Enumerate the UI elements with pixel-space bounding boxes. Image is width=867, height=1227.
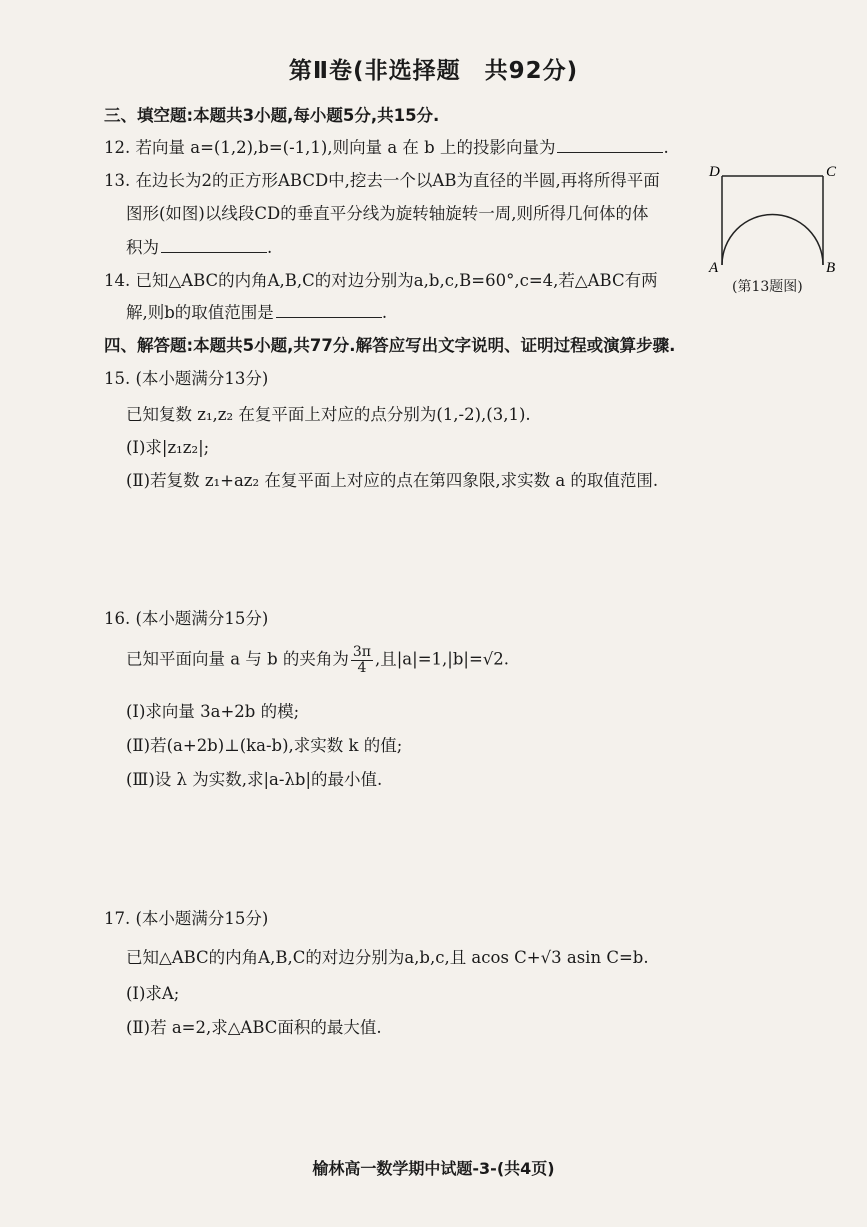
page-footer: 榆林高一数学期中试题-3-(共4页) [312,1159,555,1178]
fraction-numerator: 3π [352,644,371,660]
question-17-head: 17. (本小题满分15分) [104,909,269,928]
question-16-part1: (Ⅰ)求向量 3a+2b 的模; [126,702,300,721]
solution-header: 四、解答题:本题共5小题,共77分.解答应写出文字说明、证明过程或演算步骤. [104,336,676,355]
question-15-part1: (Ⅰ)求|z₁z₂|; [126,438,210,457]
question-16-stem-a: 已知平面向量 a 与 b 的夹角为 [126,649,349,669]
question-17-stem: 已知△ABC的内角A,B,C的对边分别为a,b,c,且 acos C+√3 asin C=b. [126,948,649,967]
question-15-stem: 已知复数 z₁,z₂ 在复平面上对应的点分别为(1,-2),(3,1). [126,405,531,424]
fill-in-header: 三、填空题:本题共3小题,每小题5分,共15分. [104,106,440,125]
figure-13-caption: (第13题图) [732,279,803,295]
answer-blank-14[interactable] [276,303,382,318]
question-14-text: 解,则b的取值范围是 [126,303,274,322]
question-16-part3: (Ⅲ)设 λ 为实数,求|a-λb|的最小值. [126,770,383,789]
label-a: A [709,260,719,276]
question-16-part2: (Ⅱ)若(a+2b)⊥(ka-b),求实数 k 的值; [126,736,403,755]
question-13-line2: 图形(如图)以线段CD的垂直平分线为旋转轴旋转一周,则所得几何体的体 [126,204,649,223]
question-13-line3: 积为 . [126,238,273,257]
question-12: 12. 若向量 a=(1,2),b=(-1,1),则向量 a 在 b 上的投影向量为 . [104,138,669,157]
question-14-line1: 14. 已知△ABC的内角A,B,C的对边分别为a,b,c,B=60°,c=4,若△ABC有两 [104,271,658,290]
question-17-part1: (Ⅰ)求A; [126,984,180,1003]
answer-blank-12[interactable] [557,138,663,153]
question-15-head: 15. (本小题满分13分) [104,369,269,388]
fraction-denominator: 4 [357,659,367,676]
semicircle-ab [722,215,823,265]
question-16-head: 16. (本小题满分15分) [104,609,269,628]
label-d: D [709,164,720,180]
label-b: B [826,260,836,276]
question-15-part2: (Ⅱ)若复数 z₁+az₂ 在复平面上对应的点在第四象限,求实数 a 的取值范围. [126,471,659,490]
question-16-stem-b: ,且|a|=1,|b|=√2. [375,649,510,669]
question-13-text: 积为 [126,238,159,257]
label-c: C [826,164,837,180]
question-13-line1: 13. 在边长为2的正方形ABCD中,挖去一个以AB为直径的半圆,再将所得平面 [104,171,660,190]
question-16-stem [126,645,509,675]
question-12-text: 12. 若向量 a=(1,2),b=(-1,1),则向量 a 在 b 上的投影向量为 [104,138,556,157]
question-17-part2: (Ⅱ)若 a=2,求△ABC面积的最大值. [126,1018,382,1037]
answer-blank-13[interactable] [161,238,267,253]
question-14-line2: 解,则b的取值范围是 . [126,303,388,322]
angle-fraction [351,645,373,675]
section-title: 第Ⅱ卷(非选择题 共92分) [288,58,579,84]
